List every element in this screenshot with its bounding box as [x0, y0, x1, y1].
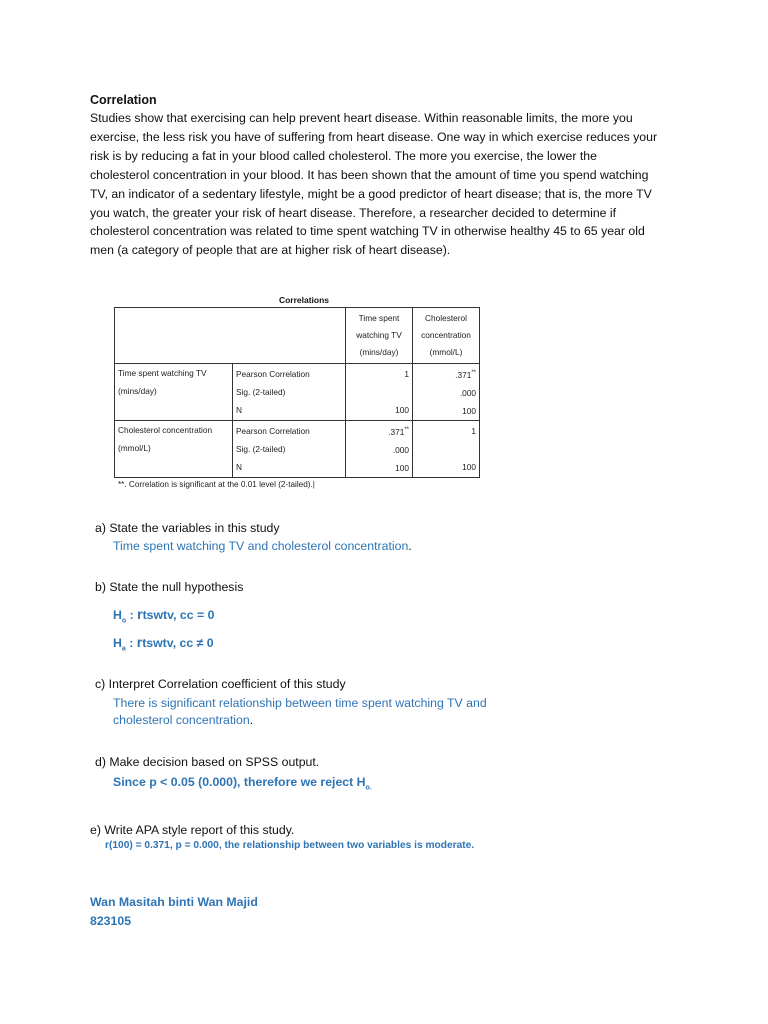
hypothesis-null — [113, 606, 214, 624]
h-subscript: o. — [365, 784, 372, 792]
question-b: b) State the null hypothesis — [95, 580, 244, 594]
author-id: 823105 — [90, 914, 132, 928]
r-symbol: r — [136, 634, 143, 650]
value-text: .371 — [455, 369, 472, 380]
column-header-cholesterol — [413, 308, 480, 364]
value-cell: 1 — [404, 368, 409, 379]
answer-c-line2 — [113, 713, 253, 727]
stat-label: N — [236, 461, 242, 472]
column-header-line: watching TV — [356, 330, 402, 340]
column-header-line: Cholesterol — [425, 313, 467, 323]
answer-c-line1: There is significant relationship between time spent watching TV and — [113, 696, 487, 710]
stat-label: Pearson Correlation — [236, 368, 310, 379]
row-label-line: Time spent watching TV — [118, 368, 207, 378]
column-header-line: Time spent — [358, 313, 400, 323]
hypothesis-alternative — [113, 634, 214, 652]
significance-stars: ** — [404, 426, 409, 433]
stat-labels — [233, 420, 346, 477]
value-text: .371 — [388, 426, 405, 437]
value-cell: .000 — [459, 387, 476, 398]
row-label-line: (mins/day) — [118, 386, 157, 396]
intro-line: men (a category of people that are at higher risk of heart disease). — [90, 243, 451, 258]
answer-c-period: . — [249, 713, 254, 727]
table-title: Correlations — [278, 295, 330, 305]
table-row — [115, 364, 480, 421]
document-heading: Correlation — [90, 93, 157, 107]
answer-d-text: Since p < 0.05 (0.000), therefore we reject H — [113, 775, 366, 789]
h-symbol: H — [113, 636, 122, 650]
stat-label: N — [236, 404, 242, 415]
intro-line: exercise, the less risk you have of suffering from heart disease. One way in which exercise reduces your — [90, 129, 658, 144]
values-cholesterol — [413, 420, 480, 477]
column-header-line: concentration — [421, 330, 471, 340]
intro-line: TV, an indicator of a sedentary lifestyle, might be a good predictor of heart disease; that is, the more TV — [90, 186, 652, 201]
significance-stars: ** — [471, 370, 476, 376]
correlations-table — [114, 307, 480, 478]
value-cell: .000 — [392, 444, 409, 455]
value-cell: 100 — [395, 462, 409, 473]
answer-a-period: . — [408, 539, 412, 553]
intro-line: cholesterol concentration was related to time spent watching TV in otherwise healthy 45 to 65 year old — [90, 224, 645, 239]
value-cell — [349, 421, 409, 441]
answer-e: r(100) = 0.371, p = 0.000, the relationship between two variables is moderate. — [105, 840, 475, 851]
intro-line: cholesterol concentration in your blood. It has been shown that the amount of time you spend watching — [90, 167, 649, 182]
separator: : — [125, 636, 137, 650]
value-cell-empty — [416, 440, 476, 458]
column-header-tv — [346, 308, 413, 364]
row-label-cholesterol — [115, 420, 233, 477]
separator: : — [126, 608, 138, 622]
answer-a — [113, 539, 412, 553]
h-subscript: o — [121, 617, 127, 625]
value-cell: 100 — [462, 461, 476, 472]
table-footnote: **. Correlation is significant at the 0.01 level (2-tailed).| — [118, 480, 315, 489]
answer-d — [113, 775, 372, 791]
column-header-line: (mins/day) — [359, 347, 399, 357]
question-e: e) Write APA style report of this study. — [90, 823, 295, 837]
column-header-line: (mmol/L) — [429, 347, 463, 357]
value-cell: 100 — [462, 405, 476, 416]
answer-c-text: cholesterol concentration — [113, 713, 250, 727]
value-cell-empty — [349, 383, 409, 401]
row-label-line: Cholesterol concentration — [118, 424, 213, 435]
question-c: c) Interpret Correlation coefficient of this study — [95, 677, 346, 691]
intro-line: Studies show that exercising can help prevent heart disease. Within reasonable limits, the more you — [90, 111, 633, 125]
value-cell: 1 — [471, 425, 476, 436]
question-d: d) Make decision based on SPSS output. — [95, 755, 320, 769]
r-symbol: r — [137, 606, 143, 622]
stat-label: Pearson Correlation — [236, 425, 310, 436]
intro-line: risk is by reducing a fat in your blood called cholesterol. The more you exercise, the lower the — [90, 148, 597, 163]
question-a: a) State the variables in this study — [95, 521, 280, 535]
value-cell — [416, 364, 476, 384]
table-corner-cell — [115, 308, 346, 364]
row-label-line: (mmol/L) — [118, 442, 151, 453]
values-tv — [346, 364, 413, 421]
stat-labels — [233, 364, 346, 421]
stat-label: Sig. (2-tailed) — [236, 443, 286, 454]
answer-a-text: Time spent watching TV and cholesterol concentration — [113, 539, 409, 553]
intro-paragraph — [90, 109, 690, 260]
h-subscript: a — [121, 645, 126, 653]
values-tv — [346, 420, 413, 477]
value-cell: 100 — [395, 404, 409, 415]
hypothesis-text: tswtv, cc = 0 — [142, 608, 215, 622]
row-label-tv — [115, 364, 233, 421]
hypothesis-text: tswtv, cc ≠ 0 — [142, 636, 214, 650]
h-symbol: H — [113, 608, 122, 622]
intro-line: you watch, the greater your risk of heart disease. Therefore, a researcher decided to determine if — [90, 205, 617, 220]
stat-label: Sig. (2-tailed) — [236, 386, 286, 397]
table-row — [115, 420, 480, 477]
author-name: Wan Masitah binti Wan Majid — [90, 895, 258, 909]
values-cholesterol — [413, 364, 480, 421]
